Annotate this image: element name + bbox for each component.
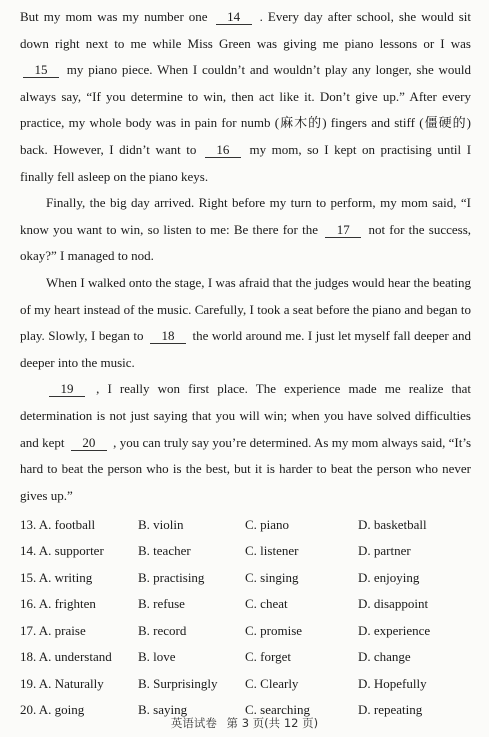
option-a: A. praise (38, 622, 86, 638)
option-c: C. singing (245, 569, 299, 585)
option-c: C. forget (245, 649, 291, 665)
option-c: C. searching (245, 702, 310, 718)
option-a-cell (20, 676, 138, 692)
option-row (20, 564, 471, 591)
cloze-blank: 16 (205, 142, 241, 158)
option-d: D. repeating (358, 702, 423, 718)
question-number: 20. (20, 702, 37, 718)
passage-text: my mom, so I kept on practising until I finally fell asleep on the piano keys. (20, 141, 472, 184)
question-number: 16. (20, 596, 37, 612)
option-a-cell (20, 623, 138, 639)
option-b: B. practising (138, 569, 205, 585)
option-a: A. understand (38, 649, 112, 665)
option-b: B. violin (138, 516, 184, 532)
passage-text: Finally, the big day arrived. Right before my turn to perform, my mom said, “I know you want to win, so listen to me: Be there for the (20, 195, 471, 237)
question-number: 18. (20, 649, 37, 665)
cloze-blank: 14 (216, 9, 252, 25)
question-number: 14. (20, 543, 37, 559)
option-b: B. teacher (138, 543, 191, 559)
option-c: C. cheat (245, 596, 288, 612)
option-a-cell (20, 649, 138, 665)
passage-text: my piano piece. When I couldn’t and wouldn’t play any longer, she would always say, “If you determine to win, then act like it. Don’t give up.” After every practice, my whole body was in pain for numb (麻木的) fingers and stiff (僵硬的) back. However, I didn’t want to (20, 62, 472, 157)
answer-options (20, 511, 471, 723)
passage-paragraph (20, 4, 471, 190)
option-d: D. enjoying (358, 569, 420, 585)
passage-text: , you can truly say you’re determined. As my mom always said, “It’s hard to beat the person who is the best, but it is harder to beat the person who never gives up.” (20, 434, 472, 503)
passage-text: , I really won first place. The experience made me realize that determination is not just saying that you will win; when you have solved difficulties and kept (20, 381, 471, 450)
passage-text: not for the success, okay?” I managed to nod. (20, 221, 472, 264)
option-a: A. Naturally (38, 675, 104, 691)
option-row (20, 511, 471, 538)
option-a: A. writing (38, 569, 93, 585)
option-d: D. partner (358, 543, 411, 559)
option-a-cell (20, 517, 138, 533)
option-row (20, 670, 471, 697)
option-b: B. record (138, 622, 187, 638)
option-row (20, 538, 471, 565)
option-b: B. love (138, 649, 176, 665)
passage-paragraph (20, 190, 471, 270)
cloze-blank: 19 (49, 381, 85, 397)
option-a-cell (20, 543, 138, 559)
cloze-blank: 17 (325, 222, 361, 238)
question-number: 17. (20, 622, 37, 638)
option-a: A. going (38, 702, 85, 718)
option-c: C. Clearly (245, 675, 299, 691)
cloze-passage (20, 4, 471, 509)
option-a-cell (20, 596, 138, 612)
option-b: B. refuse (138, 596, 185, 612)
option-a: A. frighten (38, 596, 96, 612)
passage-paragraph (20, 376, 471, 509)
option-row (20, 591, 471, 618)
cloze-blank: 20 (71, 435, 107, 451)
option-row (20, 644, 471, 671)
option-d: D. disappoint (358, 596, 429, 612)
option-b: B. Surprisingly (138, 675, 218, 691)
cloze-blank: 15 (23, 62, 59, 78)
option-d: D. Hopefully (358, 675, 427, 691)
footer-page-number: 第 3 页(共 12 页) (226, 716, 319, 730)
option-d: D. experience (358, 622, 431, 638)
option-row (20, 617, 471, 644)
cloze-blank: 18 (150, 328, 186, 344)
option-a-cell (20, 570, 138, 586)
question-number: 15. (20, 569, 37, 585)
question-number: 19. (20, 675, 37, 691)
option-c: C. piano (245, 516, 290, 532)
option-a: A. football (38, 516, 96, 532)
passage-text: But my mom was my number one (20, 9, 208, 24)
option-d: D. change (358, 649, 411, 665)
passage-text: . Every day after school, she would sit down right next to me while Miss Green was giving me piano lessons or I was (20, 9, 472, 51)
option-a: A. supporter (38, 543, 104, 559)
option-c: C. listener (245, 543, 299, 559)
passage-text: When I walked onto the stage, I was afraid that the judges would hear the beating of my heart instead of the music. Carefully, I took a seat before the piano and began to play. Slowly, I began to (20, 274, 471, 344)
passage-text: the world around me. I just let myself fall deeper and deeper into the music. (20, 328, 472, 370)
question-number: 13. (20, 516, 37, 532)
page-footer (0, 715, 489, 731)
footer-subject: 英语试卷 (170, 716, 217, 730)
option-d: D. basketball (358, 516, 427, 532)
passage-paragraph (20, 270, 471, 376)
option-c: C. promise (245, 622, 303, 638)
option-b: B. saying (138, 702, 188, 718)
